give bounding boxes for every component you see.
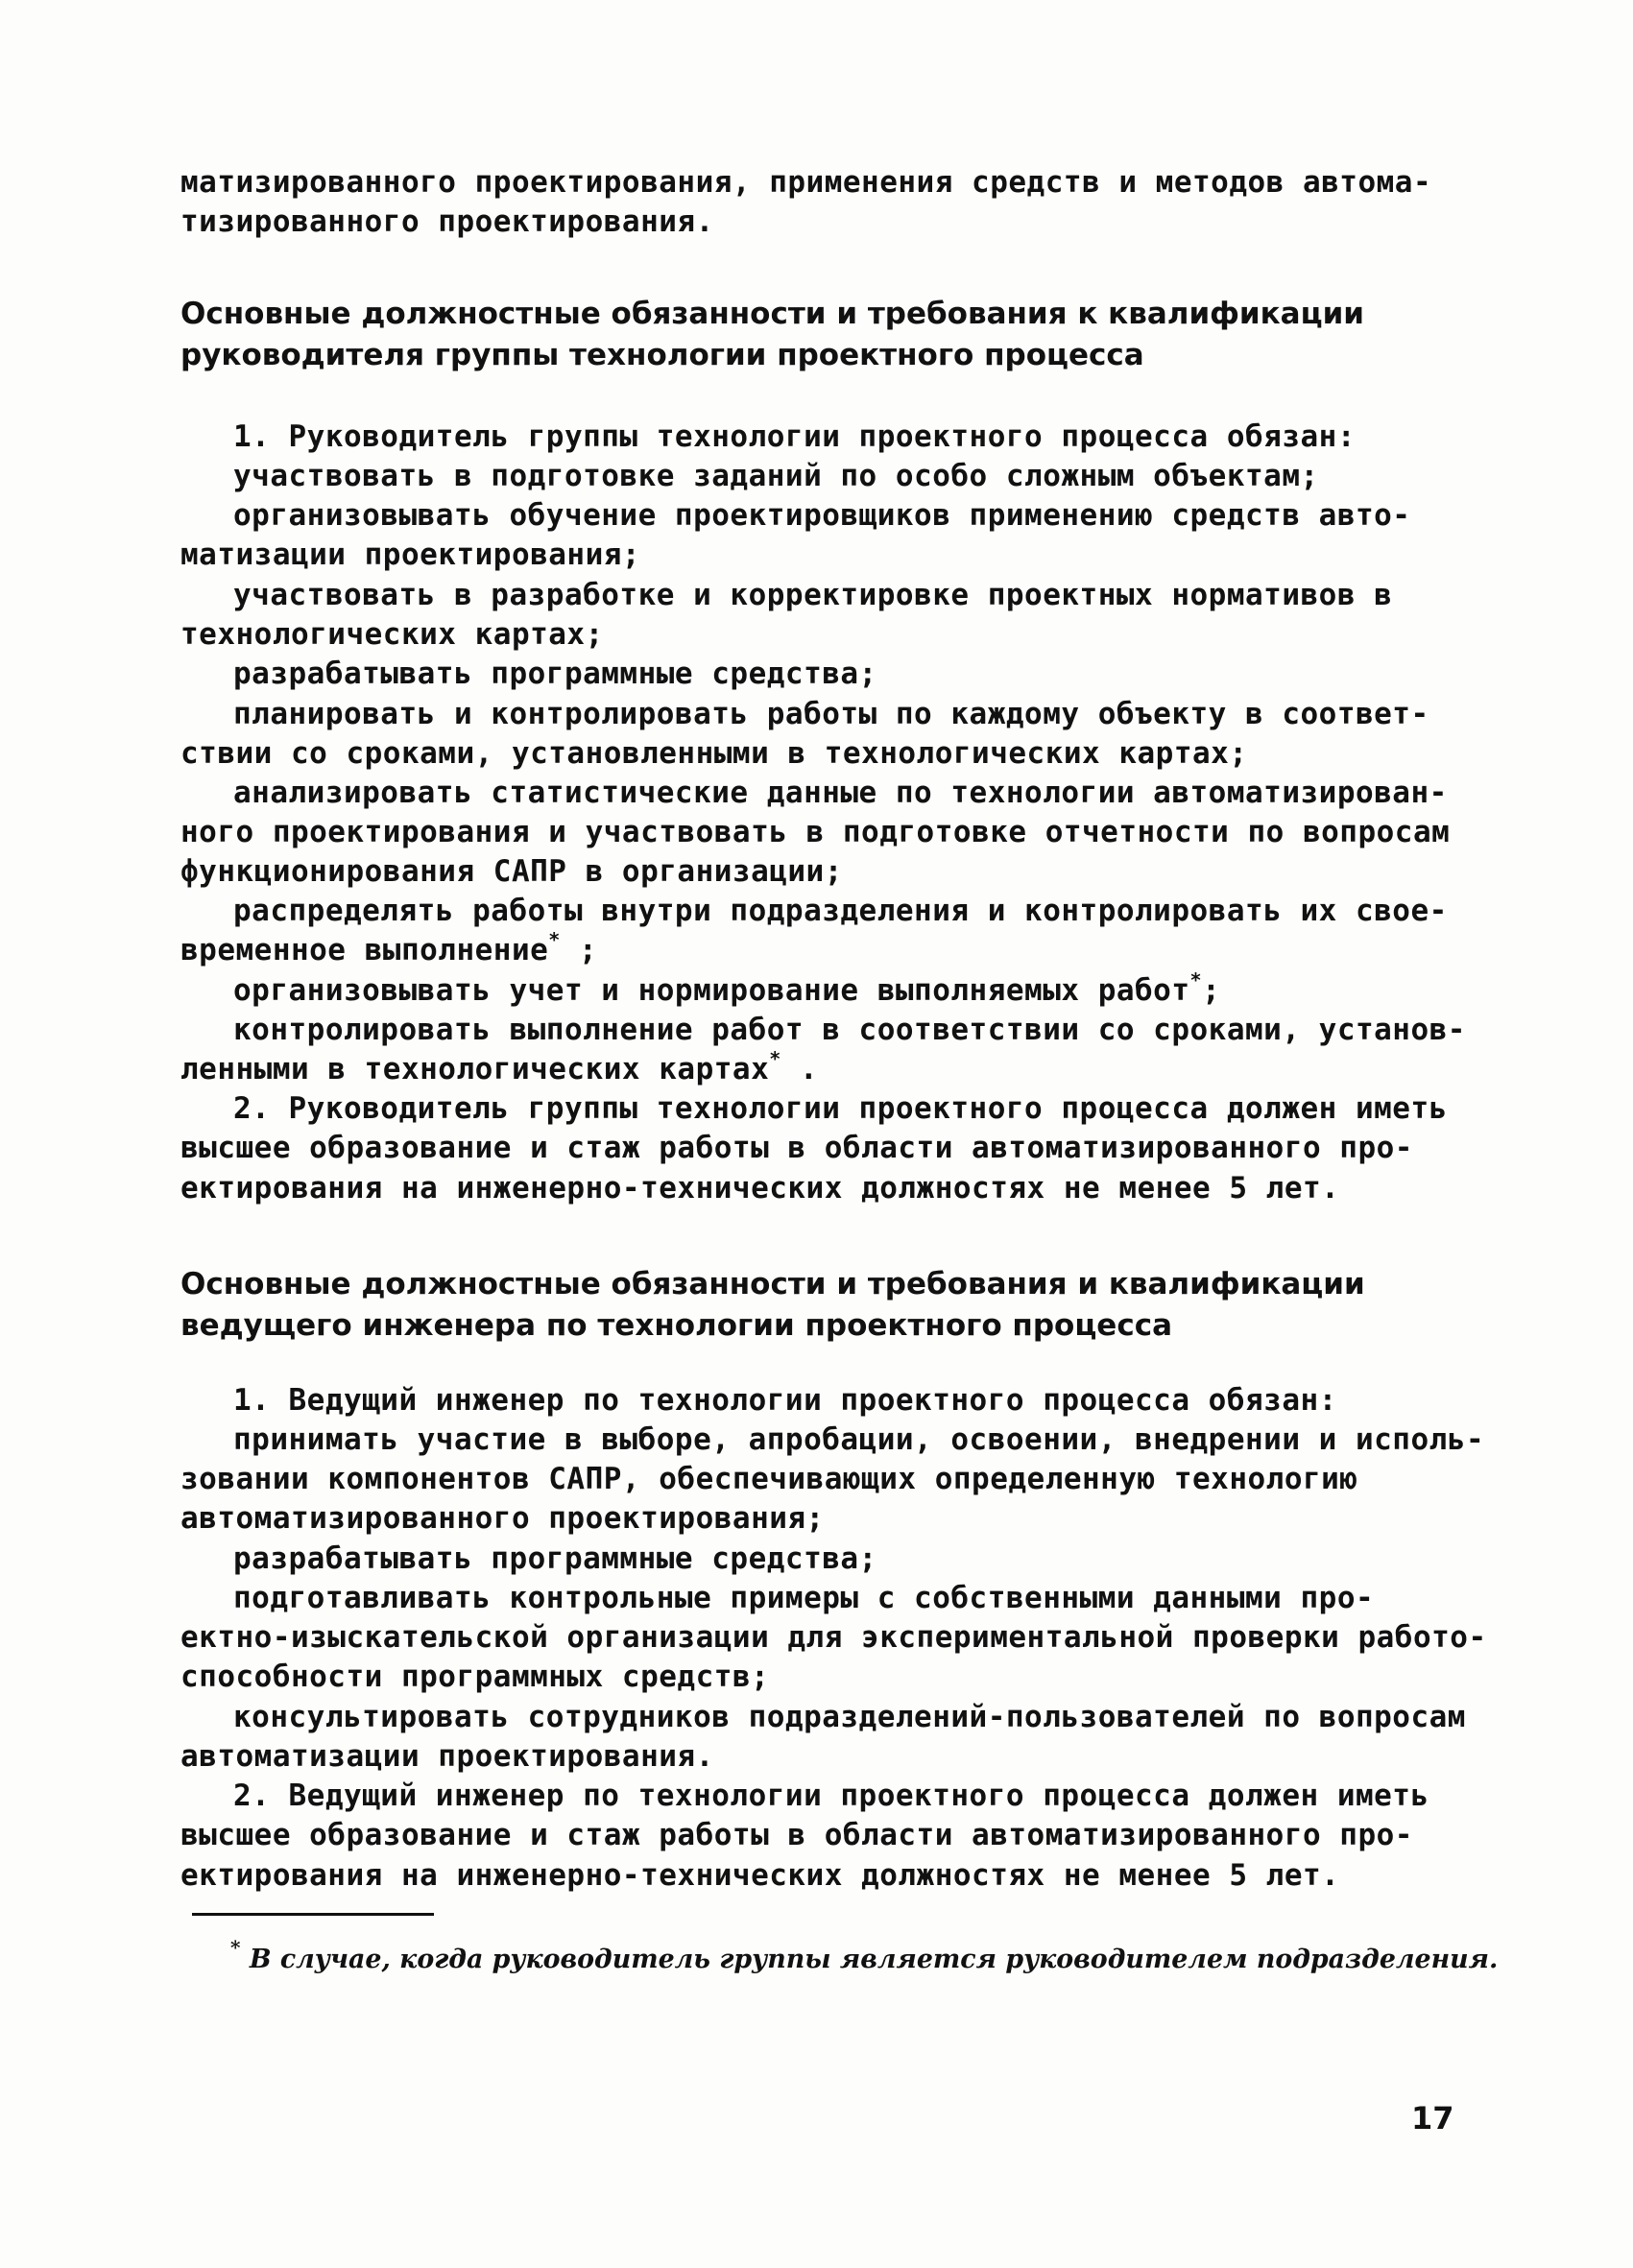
heading-line: ведущего инженера по технологии проектного процесса <box>180 1308 1172 1343</box>
footnote-marker: * <box>1189 968 1203 991</box>
text-line: автоматизации проектирования. <box>180 1739 714 1774</box>
text-line: разрабатывать программные средства; <box>233 657 877 691</box>
text-line: разрабатывать программные средства; <box>233 1541 877 1576</box>
text-line: функционирования САПР в организации; <box>180 854 843 889</box>
footnote-divider <box>192 1913 434 1916</box>
footnote-marker: * <box>769 1047 781 1070</box>
text-line: распределять работы внутри подразделения и контролировать их свое- <box>233 894 1448 928</box>
text-line: высшее образование и стаж работы в области автоматизированного про- <box>180 1131 1413 1165</box>
text-line: участвовать в подготовке заданий по особо сложным объектам; <box>233 459 1319 493</box>
text-line: 2. Ведущий инженер по технологии проектного процесса должен иметь <box>233 1779 1429 1813</box>
punctuation: ; <box>1202 973 1221 1008</box>
punctuation: ; <box>579 933 598 967</box>
text-line: 2. Руководитель группы технологии проектного процесса должен иметь <box>233 1091 1448 1126</box>
text-line: контролировать выполнение работ в соответствии со сроками, установ- <box>233 1013 1466 1047</box>
heading-line: руководителя группы технологии проектного процесса <box>180 338 1144 372</box>
page-number: 17 <box>1411 2100 1454 2137</box>
footnote-marker: * <box>230 1936 241 1959</box>
text-line <box>180 928 598 967</box>
text-line: организовывать обучение проектировщиков применению средств авто- <box>233 498 1411 533</box>
text-line: ствии со сроками, установленными в технологических картах; <box>180 736 1248 771</box>
text-fragment: ленными в технологических картах <box>180 1052 770 1086</box>
text-line <box>233 968 1221 1008</box>
text-line: матизации проектирования; <box>180 537 641 572</box>
footnote-text: В случае, когда руководитель группы является руководителем подразделения. <box>249 1945 1499 1974</box>
text-line: ектирования на инженерно-технических должностях не менее 5 лет. <box>180 1171 1340 1206</box>
punctuation: . <box>799 1052 819 1086</box>
text-line: матизированного проектирования, применения средств и методов автома- <box>180 165 1432 200</box>
text-line: автоматизированного проектирования; <box>180 1501 825 1536</box>
text-fragment: временное выполнение <box>180 933 549 967</box>
text-line: технологических картах; <box>180 617 604 652</box>
text-line: высшее образование и стаж работы в области автоматизированного про- <box>180 1818 1413 1852</box>
footnote-marker: * <box>548 928 561 951</box>
heading-line: Основные должностные обязанности и требования к квалификации <box>180 297 1365 331</box>
heading-line: Основные должностные обязанности и требования и квалификации <box>180 1267 1365 1301</box>
text-line: ектирования на инженерно-технических должностях не менее 5 лет. <box>180 1858 1340 1893</box>
text-line: ектно-изыскательской организации для экспериментальной проверки работо- <box>180 1620 1487 1655</box>
text-line: подготавливать контрольные примеры с собственными данными про- <box>233 1581 1375 1615</box>
text-line: 1. Руководитель группы технологии проектного процесса обязан: <box>233 419 1356 454</box>
footnote <box>230 1936 1499 1974</box>
text-line: ного проектирования и участвовать в подготовке отчетности по вопросам <box>180 815 1451 849</box>
text-line: зовании компонентов САПР, обеспечивающих определенную технологию <box>180 1462 1358 1496</box>
text-line: тизированного проектирования. <box>180 204 714 239</box>
text-line: консультировать сотрудников подразделений-пользователей по вопросам <box>233 1700 1466 1734</box>
text-fragment: организовывать учет и нормирование выполняемых работ <box>233 973 1190 1008</box>
text-line <box>180 1047 819 1086</box>
text-line: 1. Ведущий инженер по технологии проектного процесса обязан: <box>233 1383 1337 1418</box>
text-line: участвовать в разработке и корректировке проектных нормативов в <box>233 578 1393 612</box>
text-line: принимать участие в выборе, апробации, освоении, внедрении и исполь- <box>233 1422 1485 1457</box>
text-line: способности программных средств; <box>180 1659 770 1694</box>
text-line: анализировать статистические данные по технологии автоматизирован- <box>233 776 1448 810</box>
text-line: планировать и контролировать работы по каждому объекту в соответ- <box>233 697 1429 731</box>
